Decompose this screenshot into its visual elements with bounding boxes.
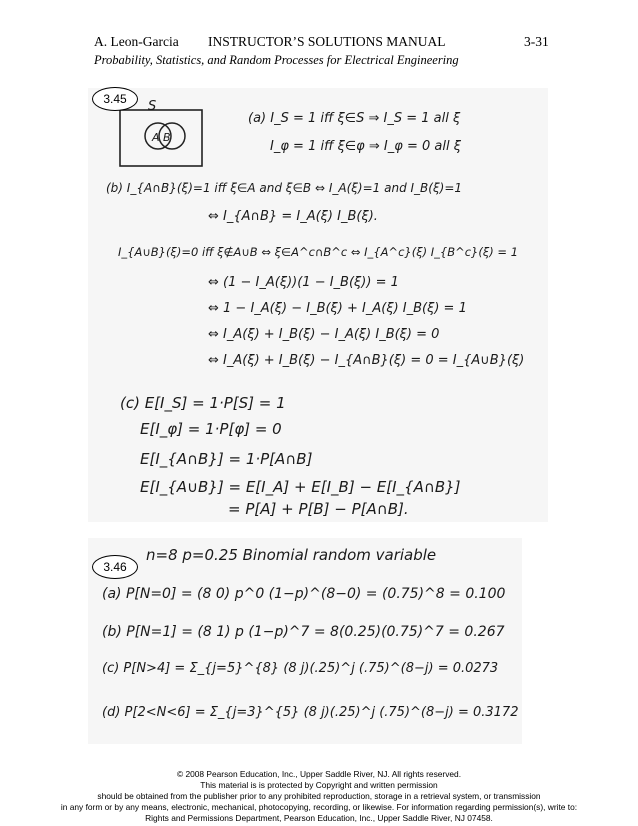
line-b6: ⇔ I_A(ξ) + I_B(ξ) − I_A(ξ) I_B(ξ) = 0 (208, 327, 440, 342)
line-c4: E[I_{A∪B}] = E[I_A] + E[I_B] − E[I_{A∩B}] (140, 478, 461, 496)
page-number: 3-31 (524, 34, 549, 49)
line-b7: ⇔ I_A(ξ) + I_B(ξ) − I_{A∩B}(ξ) = 0 = I_{A∪B}(ξ) (208, 353, 525, 368)
solution-3-46-scan (88, 538, 522, 744)
line-346-d: (d) P[2<N<6] = Σ_{j=3}^{5} (8 j)(.25)^j (.75)^(8−j) = 0.3172 (102, 705, 519, 720)
footer-copyright: © 2008 Pearson Education, Inc., Upper Saddle River, NJ. All rights reserved. (176, 769, 462, 779)
line-b4: ⇔ (1 − I_A(ξ))(1 − I_B(ξ)) = 1 (208, 275, 399, 290)
line-b5: ⇔ 1 − I_A(ξ) − I_B(ξ) + I_A(ξ) I_B(ξ) = 1 (208, 301, 467, 316)
footer-line-4: in any form or by any means, electronic, mechanical, photocopying, recording, or likewise. For information regarding permission(s), write to: (60, 802, 578, 812)
line-a2: I_φ = 1 iff ξ∈φ ⇒ I_φ = 0 all ξ (270, 139, 461, 154)
line-a1: (a) I_S = 1 iff ξ∈S ⇒ I_S = 1 all ξ (248, 111, 461, 126)
footer-line-5: Rights and Permissions Department, Pearson Education, Inc., Upper Saddle River, NJ 07458. (145, 813, 493, 823)
line-b1: (b) I_{A∩B}(ξ)=1 iff ξ∈A and ξ∈B ⇔ I_A(ξ)=1 and I_B(ξ)=1 (106, 181, 463, 195)
venn-ab-label: A B (152, 131, 171, 144)
line-346-a: (a) P[N=0] = (8 0) p^0 (1−p)^(8−0) = (0.75)^8 = 0.100 (102, 586, 506, 602)
line-b3: I_{A∪B}(ξ)=0 iff ξ∉A∪B ⇔ ξ∈A^c∩B^c ⇔ I_{A^c}(ξ) I_{B^c}(ξ) = 1 (118, 245, 519, 259)
manual-title: INSTRUCTOR’S SOLUTIONS MANUAL (208, 34, 446, 49)
problem-label-3-45: 3.45 (92, 87, 138, 111)
line-346-c: (c) P[N>4] = Σ_{j=5}^{8} (8 j)(.25)^j (.75)^(8−j) = 0.0273 (102, 661, 499, 676)
footer-line-2: This material is is protected by Copyright and written permission (200, 780, 438, 790)
line-b2: ⇔ I_{A∩B} = I_A(ξ) I_B(ξ). (208, 209, 378, 224)
solution-3-45-handwriting (88, 88, 548, 522)
line-c2: E[I_φ] = 1·P[φ] = 0 (140, 420, 282, 438)
solution-3-46-handwriting (88, 538, 522, 744)
footer-line-3: should be obtained from the publisher prior to any prohibited reproduction, storage in a retrieval system, or transmission (97, 791, 541, 801)
line-c3: E[I_{A∩B}] = 1·P[A∩B] (140, 450, 313, 468)
line-346-given: n=8 p=0.25 Binomial random variable (146, 546, 437, 564)
line-c5: = P[A] + P[B] − P[A∩B]. (228, 500, 409, 518)
venn-s-label: S (148, 99, 157, 114)
problem-label-3-46: 3.46 (92, 555, 138, 579)
solution-3-45-scan (88, 88, 548, 522)
line-346-b: (b) P[N=1] = (8 1) p (1−p)^7 = 8(0.25)(0.75)^7 = 0.267 (102, 624, 505, 640)
line-c1: (c) E[I_S] = 1·P[S] = 1 (120, 394, 286, 412)
author-name: A. Leon-Garcia (94, 34, 179, 49)
book-subtitle: Probability, Statistics, and Random Processes for Electrical Engineering (94, 53, 459, 67)
